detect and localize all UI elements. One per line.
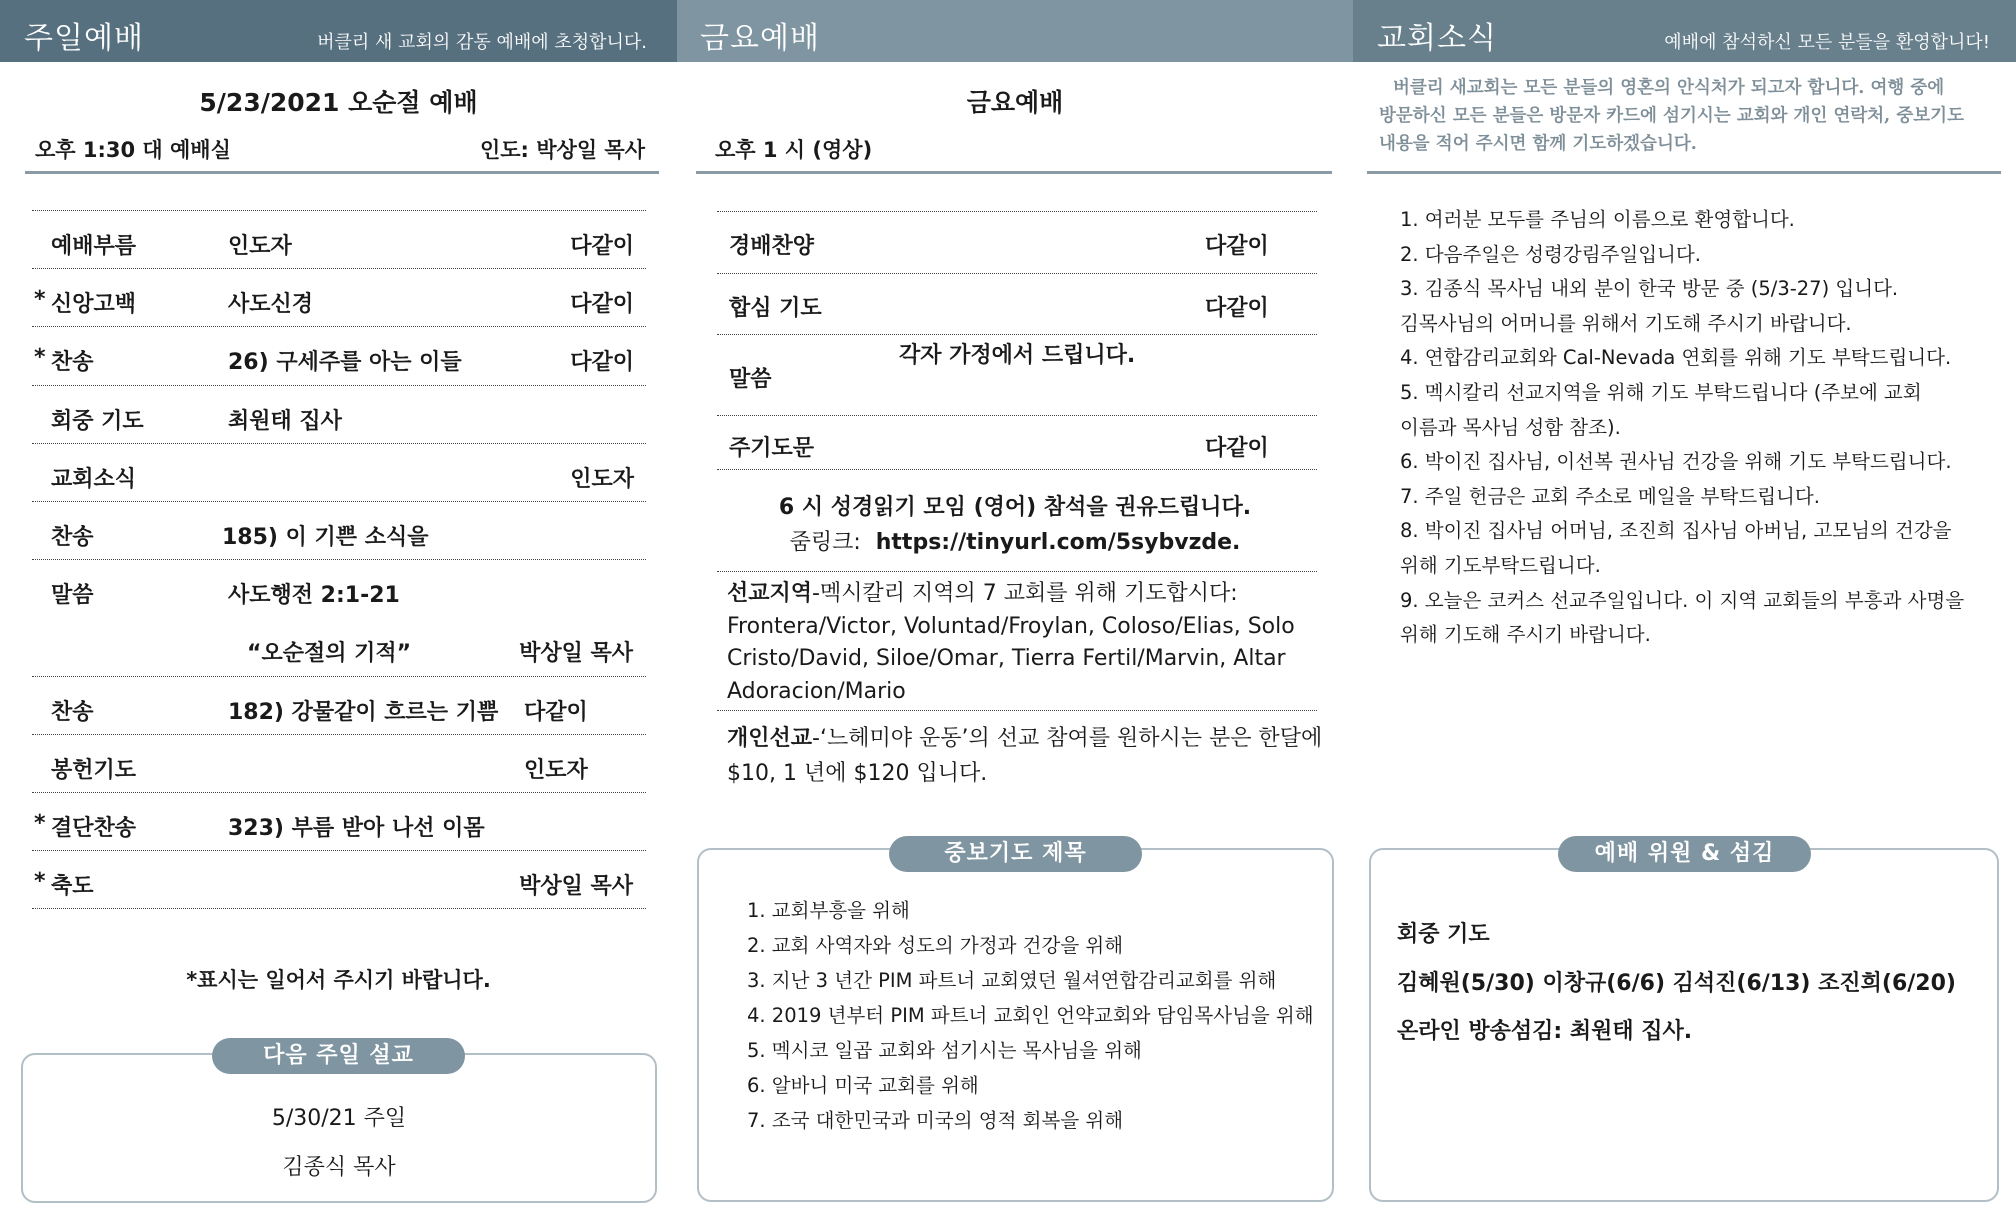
next-week-box (21, 1053, 657, 1203)
mission-block (727, 578, 1295, 708)
zoom-link[interactable]: https://tinyurl.com/5sybvzde. (875, 530, 1241, 555)
friday-row-divider (717, 211, 1317, 212)
friday-header-band (677, 0, 1353, 62)
friday-row-divider (717, 334, 1317, 335)
sunday-panel (0, 0, 677, 1224)
prayer-item: 4. 2019 년부터 PIM 파트너 교회인 언약교회와 담임목사님을 위해 (747, 1004, 1314, 1027)
prayer-box-label: 중보기도 제목 (889, 836, 1142, 872)
sunday-row-divider (32, 443, 646, 444)
sunday-row-detail: 사도신경 (228, 292, 314, 318)
bible-study-note: 6 시 성경읽기 모임 (영어) 참석을 권유드립니다. (778, 495, 1252, 520)
sunday-row-item: 찬송 (51, 350, 94, 376)
personal-line-1: $10, 1 년에 $120 입니다. (727, 761, 988, 786)
news-list (1400, 203, 1964, 653)
mission-label: 선교지역 (727, 581, 813, 606)
next-week-label: 다음 주일 설교 (212, 1038, 465, 1074)
sunday-row-by: 다같이 (570, 292, 634, 318)
friday-row-item: 말씀 (729, 367, 772, 392)
sunday-row-by: 다같이 (570, 350, 634, 376)
news-item: 8. 박이진 집사님 어머님, 조진희 집사님 아버님, 고모님의 건강을 (1400, 519, 1952, 543)
news-item: 3. 김종식 목사님 내외 분이 한국 방문 중 (5/3-27) 입니다. (1400, 277, 1899, 301)
sunday-row-by: 다같이 (524, 699, 588, 725)
personal-mission-block (727, 721, 1322, 791)
servers-broadcast: 온라인 방송섬김: 최원태 집사. (1397, 1019, 1693, 1044)
sunday-title-underline (25, 171, 659, 174)
sunday-row-by: 다같이 (570, 234, 634, 259)
sunday-row-item: 찬송 (51, 525, 94, 550)
sunday-row-by: 박상일 목사 (519, 641, 633, 667)
friday-header-title: 금요예배 (700, 21, 820, 56)
sunday-row-item: 말씀 (51, 583, 94, 609)
news-intro (1379, 74, 1964, 158)
mission-line-1: Frontera/Victor, Voluntad/Froylan, Coloso/Elias, Solo (727, 613, 1295, 639)
sunday-row-divider (32, 734, 646, 735)
sunday-row-detail: “오순절의 기적” (247, 641, 412, 667)
news-header-band (1353, 0, 2016, 62)
personal-line-0: -‘느헤미야 운동’의 선교 참여를 원하시는 분은 한달에 (812, 726, 1323, 751)
news-intro-line-0: 버클리 새교회는 모든 분들의 영혼의 안식처가 되고자 합니다. 여행 중에 (1393, 78, 1945, 98)
sunday-header-subtitle: 버클리 새 교회의 감동 예배에 초청합니다. (317, 32, 647, 53)
sunday-row-detail: 185) 이 기쁜 소식을 (222, 525, 429, 550)
sunday-row-by: 인도자 (524, 757, 588, 783)
friday-row-divider (717, 469, 1317, 470)
sunday-row-divider (32, 501, 646, 502)
prayer-item: 5. 멕시코 일곱 교회와 섬기시는 목사님을 위해 (747, 1039, 1142, 1062)
sunday-row-divider (32, 385, 646, 386)
mission-line-3: Adoracion/Mario (727, 678, 906, 704)
news-item: 9. 오늘은 코커스 선교주일입니다. 이 지역 교회들의 부흥과 사명을 (1400, 588, 1965, 612)
friday-row-divider (717, 273, 1317, 274)
prayer-list (747, 893, 1314, 1138)
zoom-label: 줌링크: (789, 530, 861, 555)
sunday-row-mark: * (34, 811, 46, 836)
friday-row-divider (717, 415, 1317, 416)
prayer-item: 3. 지난 3 년간 PIM 파트너 교회였던 월셔연합감리교회를 위해 (747, 969, 1277, 992)
sunday-row-divider (32, 268, 646, 269)
friday-divider (717, 571, 1317, 572)
sunday-row-divider (32, 326, 646, 327)
news-intro-underline (1367, 171, 2001, 174)
sunday-time-place: 오후 1:30 대 예배실 (35, 138, 231, 162)
stand-note: *표시는 일어서 주시기 바랍니다. (186, 968, 491, 992)
sunday-row-by: 박상일 목사 (519, 874, 633, 900)
sunday-row-divider (32, 210, 646, 211)
next-week-date: 5/30/21 주일 (271, 1106, 407, 1131)
news-header-title: 교회소식 (1377, 21, 1497, 56)
sunday-row-item: 찬송 (51, 699, 94, 725)
sunday-row-divider (32, 559, 646, 560)
sunday-row-detail: 323) 부름 받아 나선 이몸 (228, 816, 485, 841)
sunday-row-detail: 사도행전 2:1-21 (228, 583, 400, 609)
prayer-item: 1. 교회부흥을 위해 (747, 899, 910, 922)
friday-home-note: 각자 가정에서 드립니다. (899, 343, 1136, 368)
sunday-row-item: 교회소식 (51, 466, 137, 492)
sunday-row-detail: 인도자 (228, 234, 292, 259)
servers-prayer-title: 회중 기도 (1397, 922, 1490, 947)
sunday-row-by: 인도자 (570, 466, 634, 492)
friday-row-by: 다같이 (1205, 436, 1269, 461)
news-item: 5. 멕시칼리 선교지역을 위해 기도 부탁드립니다 (주보에 교회 (1400, 380, 1922, 404)
prayer-box (697, 848, 1334, 1202)
news-intro-line-2: 내용을 적어 주시면 함께 기도하겠습니다. (1379, 134, 1697, 154)
news-item: 이름과 목사님 성함 참조). (1400, 415, 1621, 439)
sunday-row-divider (32, 792, 646, 793)
sunday-row-detail: 최원태 집사 (228, 408, 342, 434)
servers-box (1369, 848, 1999, 1202)
sunday-row-detail: 26) 구세주를 아는 이들 (228, 350, 462, 376)
zoom-row (677, 525, 1353, 556)
mission-line-0: -멕시칼리 지역의 7 교회를 위해 기도합시다: (812, 581, 1238, 606)
sunday-header-title: 주일예배 (24, 21, 144, 56)
news-intro-line-1: 방문하신 모든 분들은 방문자 카드에 섬기시는 교회와 개인 연락처, 중보기도 (1379, 106, 1964, 126)
friday-row-item: 주기도문 (729, 436, 815, 461)
mission-line-2: Cristo/David, Siloe/Omar, Tierra Fertil/Marvin, Altar (727, 646, 1286, 671)
sunday-row-item: 축도 (51, 874, 94, 900)
sunday-service-title: 5/23/2021 오순절 예배 (199, 88, 478, 117)
next-week-preacher: 김종식 목사 (282, 1155, 396, 1180)
friday-divider-2 (717, 710, 1317, 711)
sunday-leader: 인도: 박상일 목사 (479, 138, 645, 162)
news-item: 7. 주일 헌금은 교회 주소로 메일을 부탁드립니다. (1400, 484, 1820, 508)
news-item: 위해 기도해 주시기 바랍니다. (1400, 623, 1651, 647)
prayer-item: 2. 교회 사역자와 성도의 가정과 건강을 위해 (747, 934, 1124, 957)
sunday-row-item: 결단찬송 (51, 816, 137, 841)
servers-prayer-names: 김혜원(5/30) 이창규(6/6) 김석진(6/13) 조진희(6/20) (1397, 971, 1956, 996)
news-item: 6. 박이진 집사님, 이선복 권사님 건강을 위해 기도 부탁드립니다. (1400, 450, 1952, 474)
sunday-row-divider (32, 850, 646, 851)
friday-panel (677, 0, 1353, 1224)
friday-row-item: 합심 기도 (729, 296, 822, 321)
sunday-row-divider (32, 676, 646, 677)
sunday-row-mark: * (34, 345, 46, 371)
sunday-row-mark: * (34, 869, 46, 895)
news-item: 1. 여러분 모두를 주님의 이름으로 환영합니다. (1400, 208, 1795, 231)
friday-time-place: 오후 1 시 (영상) (715, 138, 873, 162)
sunday-row-item: 예배부름 (51, 234, 137, 259)
sunday-row-divider (32, 908, 646, 909)
prayer-item: 7. 조국 대한민국과 미국의 영적 회복을 위해 (747, 1109, 1124, 1132)
news-header-subtitle: 예배에 참석하신 모든 분들을 환영합니다! (1664, 32, 1990, 53)
sunday-header-band (0, 0, 677, 62)
sunday-row-mark: * (34, 287, 46, 313)
news-item: 김목사님의 어머니를 위해서 기도해 주시기 바랍니다. (1400, 311, 1852, 335)
sunday-row-item: 봉헌기도 (51, 757, 137, 783)
personal-label: 개인선교 (727, 726, 813, 751)
news-item: 위해 기도부탁드립니다. (1400, 553, 1601, 577)
friday-service-title: 금요예배 (966, 88, 1064, 117)
sunday-row-item: 신앙고백 (51, 292, 137, 318)
friday-row-by: 다같이 (1205, 296, 1269, 321)
sunday-row-detail: 182) 강물같이 흐르는 기쁨 (228, 699, 499, 725)
servers-box-label: 예배 위원 & 섬김 (1558, 836, 1811, 872)
friday-row-item: 경배찬양 (729, 234, 815, 259)
news-item: 4. 연합감리교회와 Cal-Nevada 연회를 위해 기도 부탁드립니다. (1400, 346, 1952, 370)
news-item: 2. 다음주일은 성령강림주일입니다. (1400, 242, 1701, 266)
sunday-row-item: 회중 기도 (51, 408, 144, 434)
prayer-item: 6. 알바니 미국 교회를 위해 (747, 1074, 979, 1097)
news-panel (1353, 0, 2016, 1224)
friday-row-by: 다같이 (1205, 234, 1269, 259)
friday-title-underline (696, 171, 1332, 174)
